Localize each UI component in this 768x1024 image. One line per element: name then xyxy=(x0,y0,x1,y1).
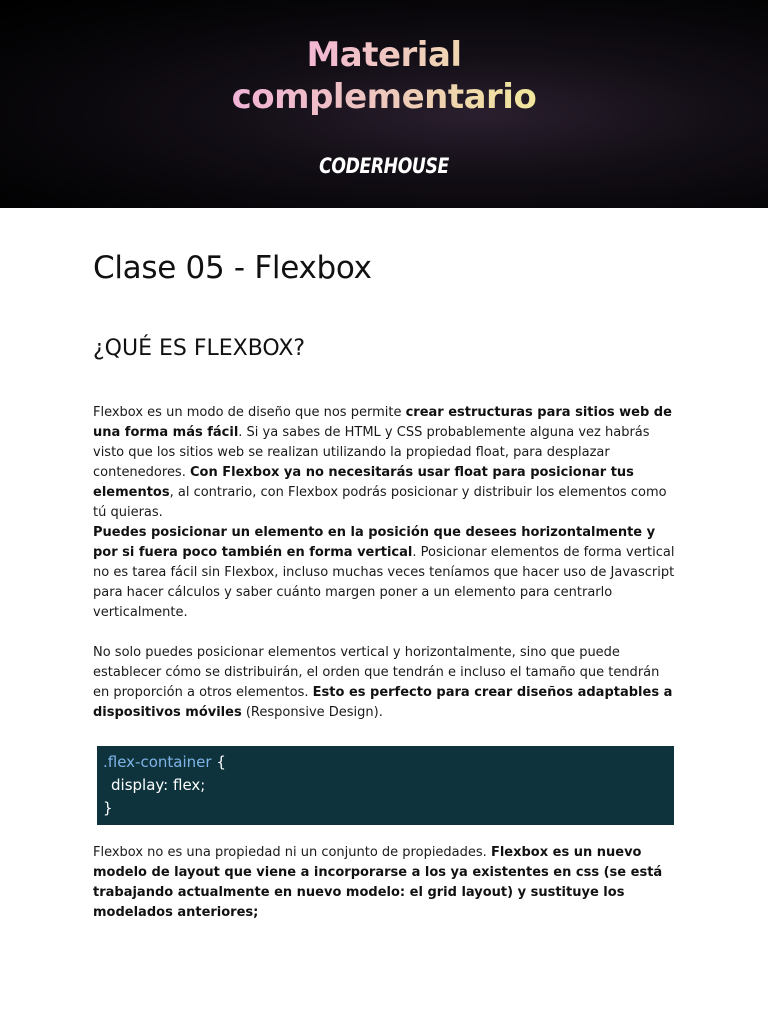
paragraph-positioning xyxy=(93,523,677,623)
paragraph-bold-text: Esto es perfecto para crear diseños adaptables a dispositivos móviles xyxy=(93,685,673,720)
paragraph-text: (Responsive Design). xyxy=(241,705,383,720)
header-banner xyxy=(0,0,768,208)
code-line xyxy=(103,751,668,774)
code-open-brace: { xyxy=(211,753,226,771)
paragraph-bold-text: Con Flexbox ya no necesitarás usar float para posicionar tus elementos xyxy=(93,465,634,500)
paragraph-distribution xyxy=(93,643,677,723)
paragraph-bold-text: crear estructuras para sitios web de una forma más fácil xyxy=(93,405,672,440)
paragraph-text: , al contrario, con Flexbox podrás posicionar y distribuir los elementos como tú quieras. xyxy=(93,485,667,520)
code-selector: .flex-container xyxy=(103,753,212,771)
paragraph-bold-text: Puedes posicionar un elemento en la posición que desees horizontalmente y por si fuera poco también en forma vertical xyxy=(93,525,656,560)
paragraph-text: . Si ya sabes de HTML y CSS probablemente alguna vez habrás visto que los sitios web se realizan utilizando la propiedad float, para desplazar contenedores. xyxy=(93,425,650,480)
paragraph-text: . Posicionar elementos de forma vertical no es tarea fácil sin Flexbox, incluso muchas veces teníamos que hacer uso de Javascript para hacer cálculos y saber cuánto margen poner a un elemento para centrarlo verticalmente. xyxy=(93,545,675,620)
page-title: Clase 05 - Flexbox xyxy=(93,250,372,286)
paragraph-text: No solo puedes posicionar elementos vertical y horizontalmente, sino que puede establecer cómo se distribuirán, el orden que tendrán e incluso el tamaño que tendrán en proporción a otros elementos. xyxy=(93,645,660,700)
banner-title-line2: complementario xyxy=(231,77,537,117)
paragraph-layout-model xyxy=(93,843,677,923)
paragraph-text: Flexbox no es una propiedad ni un conjunto de propiedades. xyxy=(93,845,491,860)
code-close-brace: } xyxy=(103,799,113,817)
paragraph-bold-text: Flexbox es un nuevo modelo de layout que viene a incorporarse a los ya existentes en css (se está trabajando actualmente en nuevo modelo: el grid layout) y sustituye los modelados anteriores; xyxy=(93,845,663,920)
document-content xyxy=(93,248,683,920)
banner-title-line1: Material xyxy=(306,35,462,75)
code-block xyxy=(97,746,674,825)
banner-title xyxy=(0,34,768,118)
code-declaration: display: flex; xyxy=(111,776,206,794)
brand-logo: CODERHOUSE xyxy=(319,154,449,178)
paragraph-text: Flexbox es un modo de diseño que nos permite xyxy=(93,405,406,420)
paragraph-intro xyxy=(93,403,677,523)
section-heading: ¿QUÉ ES FLEXBOX? xyxy=(93,336,306,361)
